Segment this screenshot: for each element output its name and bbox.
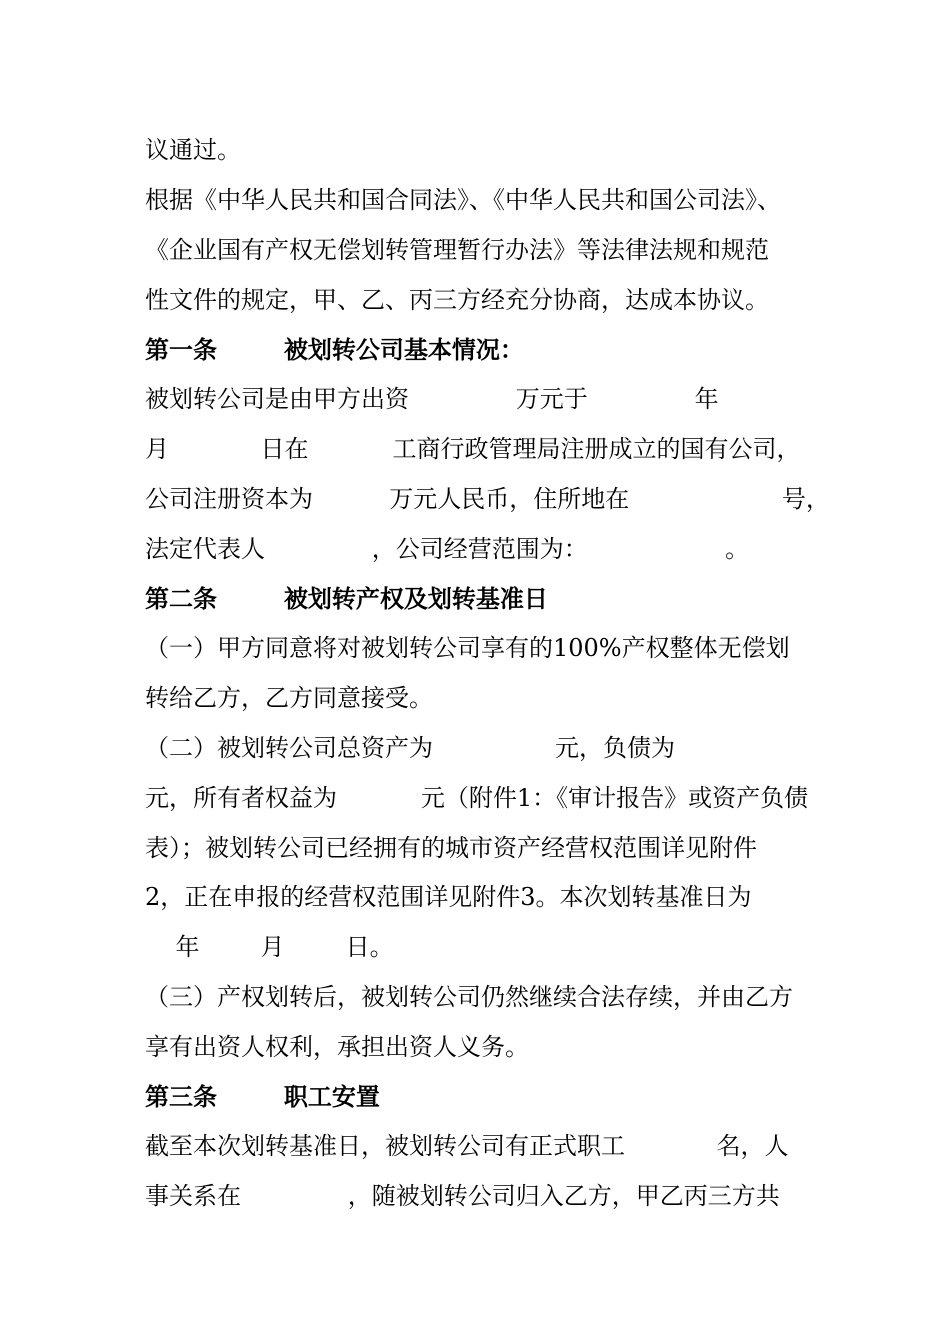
article-heading-3: 第三条 职工安置 (145, 1082, 380, 1111)
paragraph-line: （三）产权划转后，被划转公司仍然继续合法存续，并由乙方 (145, 983, 793, 1011)
paragraph-line: 转给乙方，乙方同意接受。 (145, 684, 433, 712)
paragraph-line: 性文件的规定，甲、乙、丙三方经充分协商，达成本协议。 (145, 286, 769, 314)
paragraph-line: 议通过。 (145, 136, 241, 164)
paragraph-line: 法定代表人 ，公司经营范围为： 。 (145, 535, 750, 563)
paragraph-line: 《企业国有产权无偿划转管理暂行办法》等法律法规和规范 (145, 236, 769, 264)
paragraph-line: 根据《中华人民共和国合同法》、《中华人民共和国公司法》、 (145, 186, 781, 214)
paragraph-line: 2，正在申报的经营权范围详见附件3。本次划转基准日为 (145, 883, 752, 911)
paragraph-line: 被划转公司是由甲方出资 万元于 年 (145, 385, 719, 413)
article-heading-1: 第一条 被划转公司基本情况： (145, 335, 524, 364)
paragraph-line: 事关系在 ，随被划转公司归入乙方，甲乙丙三方共 (145, 1182, 780, 1210)
paragraph-line: 公司注册资本为 万元人民币，住所地在 号， (145, 485, 830, 513)
article-heading-2: 第二条 被划转产权及划转基准日 (145, 584, 548, 613)
paragraph-line: 元，所有者权益为 元（附件1：《审计报告》或资产负债 (145, 784, 809, 812)
paragraph-line: 年 月 日。 (145, 933, 394, 961)
paragraph-line: （一）甲方同意将对被划转公司享有的100%产权整体无偿划 (145, 634, 790, 662)
paragraph-line: 表）；被划转公司已经拥有的城市资产经营权范围详见附件 (145, 834, 757, 862)
paragraph-line: 月 日在 工商行政管理局注册成立的国有公司， (145, 435, 801, 463)
paragraph-line: 截至本次划转基准日，被划转公司有正式职工 名，人 (145, 1132, 789, 1160)
paragraph-line: 享有出资人权利，承担出资人义务。 (145, 1033, 529, 1061)
paragraph-line: （二）被划转公司总资产为 元，负债为 (145, 734, 676, 762)
